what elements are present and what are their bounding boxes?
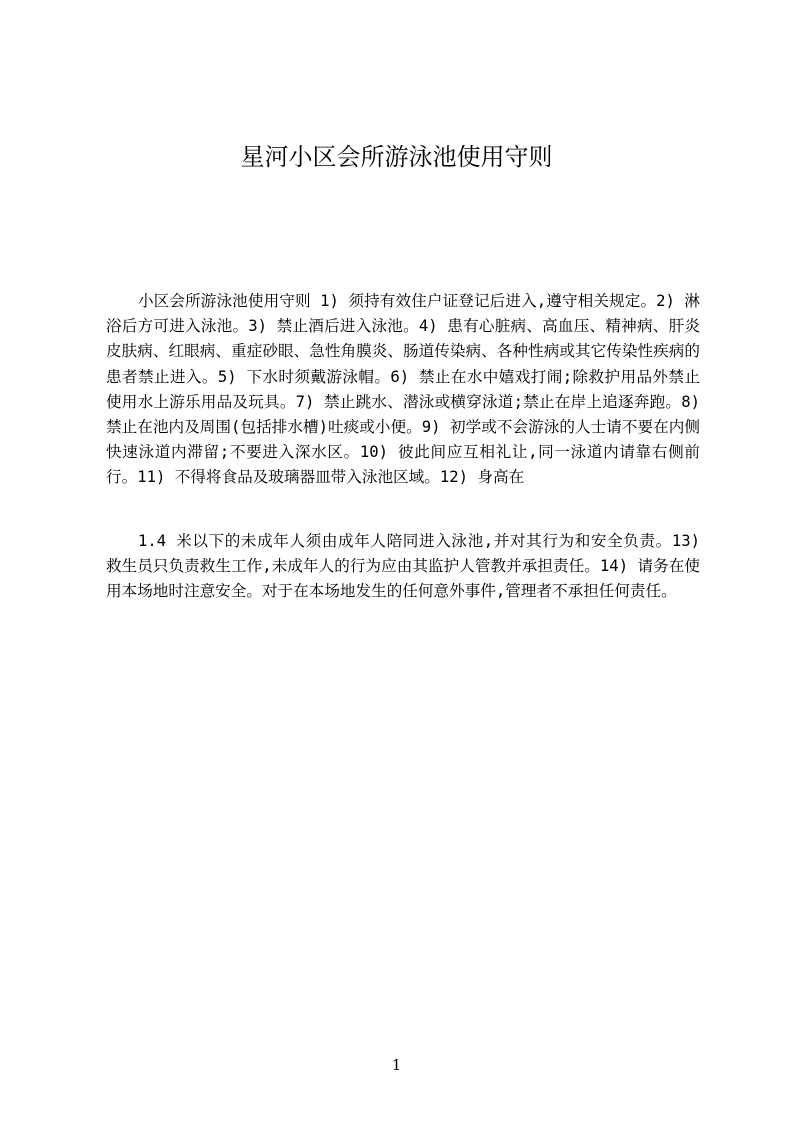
rules-paragraph-1: 小区会所游泳池使用守则 1) 须持有效住户证登记后进入,遵守相关规定。2) 淋浴后方可进入泳池。3) 禁止酒后进入泳池。4) 患有心脏病、高血压、精神病、肝炎皮肤病、红眼病、重症砂眼、急性角膜炎、肠道传染病、各种性病或其它传染性疾病的患者禁止进入。5) 下水时须戴游泳帽。6) 禁止在水中嬉戏打闹;除救护用品外禁止使用水上游乐用品及玩具。7) 禁止跳水、潜泳或横穿泳道;禁止在岸上追逐奔跑。8) 禁止在池内及周围(包括排水槽)吐痰或小便。9) 初学或不会游泳的人士请不要在内侧快速泳道内滞留;不要进入深水区。10) 彼此间应互相礼让,同一泳道内请靠右侧前行。11) 不得将食品及玻璃器皿带入泳池区域。12) 身高在 xyxy=(106,292,700,487)
document-title: 星河小区会所游泳池使用守则 xyxy=(240,143,553,171)
rules-paragraph-2: 1.4 米以下的未成年人须由成年人陪同进入泳池,并对其行为和安全负责。13) 救生员只负责救生工作,未成年人的行为应由其监护人管教并承担责任。14) 请务在使用本场地时注意安全。对于在本场地发生的任何意外事件,管理者不承担任何责任。 xyxy=(106,532,700,601)
page-number: 1 xyxy=(391,1056,402,1074)
